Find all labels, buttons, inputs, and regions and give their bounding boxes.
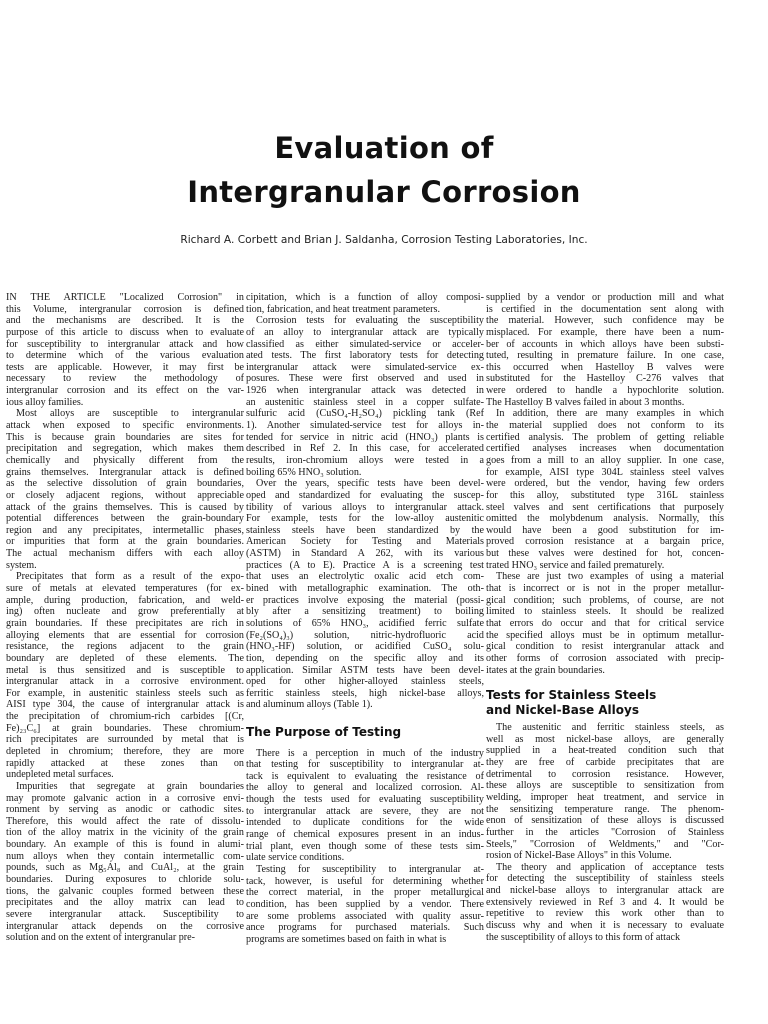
text-line: and nickel-base alloys to intergranular attack are (486, 885, 724, 897)
text-line: For example, tests for the low-alloy austenitic (246, 513, 484, 525)
title-line-2: Intergranular Corrosion (187, 175, 581, 209)
text-line: resistance, the regions adjacent to the grain (6, 641, 244, 653)
text-line: The Hastelloy B valves failed in about 3 months. (486, 396, 685, 408)
text-line: precipitates and the alloy matrix can lead to (6, 897, 244, 909)
text-line: an austenitic stainless steel in a copper sulfate- (246, 396, 484, 408)
text-line: substituted for the Hastelloy C-276 valves that (486, 373, 724, 385)
text-line: trated HNO₃ service and failed prematurely. (486, 559, 665, 571)
text-line: necessary to review the methodology of (6, 373, 244, 385)
text-line: alloying elements that are essential for corrosion (6, 629, 244, 641)
text-line: enon of sensitization of these alloys is discussed (486, 815, 724, 827)
text-line: proved corrosion resistance at a bargain price, (486, 536, 724, 548)
text-line: tions, the galvanic couples formed between these (6, 885, 244, 897)
text-line: for this alloy, substituted type 316L stainless (486, 489, 724, 501)
text-line: intergranular attack in a corrosive environment. (6, 676, 244, 688)
text-line: but these valves were destined for hot, concen- (486, 548, 724, 560)
text-line: would have been a good substitution for im- (486, 524, 724, 536)
text-line: system. (6, 559, 37, 571)
text-line: The austenitic and ferritic stainless steels, as (496, 722, 724, 734)
text-line: misplaced. For example, there have been a num- (486, 326, 724, 338)
text-line: discuss why and when it is necessary to evaluate (486, 920, 724, 932)
text-line: The actual mechanism differs with each alloy (6, 548, 244, 560)
text-line: depleted in chromium; therefore, they are more (6, 745, 244, 757)
text-line: (HNO₃-HF) solution, or acidified CuSO₄ solu- (246, 641, 484, 653)
text-line: to determine which of the various evaluation (6, 350, 244, 362)
text-line: (ASTM) in Standard A 262, with its various (246, 548, 484, 560)
text-line: application. Similar ASTM tests have been devel- (246, 664, 484, 676)
text-line: itates at the grain boundaries. (486, 664, 605, 676)
text-line: intergranular attack were simulated-service ex- (246, 361, 484, 373)
text-line: There is a perception in much of the industry (256, 747, 484, 759)
text-line: supplied by a vendor or production mill and what (486, 292, 724, 303)
text-line: Most alloys are susceptible to intergranular (16, 408, 244, 420)
column-2-text-b (246, 748, 484, 946)
text-line: pounds, such as Mg₅Al₈ and CuAl₂, at the grain (6, 862, 244, 874)
text-line: American Society for Testing and Materials (246, 536, 484, 548)
text-line: grain boundaries. If these precipitates are rich in (6, 617, 244, 629)
text-line: ferritic stainless steels, high nickel-base alloys, (246, 687, 484, 699)
heading-line-2: and Nickel-Base Alloys (486, 702, 639, 717)
text-line: for detecting the susceptibility of stainless steels (486, 873, 724, 885)
column-3-text-a (486, 292, 724, 676)
text-line: ious alloy families. (6, 396, 84, 408)
text-line: tibility of various alloys to intergranular attack. (246, 501, 484, 513)
section-heading-purpose-of-testing: The Purpose of Testing (246, 725, 402, 740)
text-line: boundary. An example of this is found in alumi- (6, 839, 244, 851)
text-line: Testing for susceptibility to intergranular at- (256, 863, 484, 875)
text-line: posures. These were first observed and used in (246, 373, 484, 385)
text-line: Steels," "Corrosion of Weldments," and "Cor- (486, 838, 724, 850)
text-line: rapidly attacked at these zones than on (6, 757, 244, 769)
text-line: attack of the grains themselves. This is caused by (6, 501, 244, 513)
text-line: and the mechanisms are described. It is the (6, 315, 244, 327)
text-line: further in the articles "Corrosion of Stainless (486, 826, 724, 838)
text-line: (Fe₂(SO₄)₃) solution, nitric-hydrofluoric acid (246, 629, 484, 641)
text-line: tended for service in nitric acid (HNO₃) plants is (246, 431, 484, 443)
text-line: severe intergranular attack. Susceptibility to (6, 908, 244, 920)
text-line: rich precipitates are surrounded by metal that is (6, 734, 244, 746)
text-line: These are just two examples of using a material (496, 571, 724, 583)
text-line: or closely adjacent regions, without appreciable (6, 489, 244, 501)
text-line: AISI type 304, the cause of intergranular attack is (6, 699, 244, 711)
text-line: sure of metals at elevated temperatures (for ex- (6, 583, 244, 595)
text-line: steel valves and sent certifications that purposely (486, 501, 724, 513)
text-line: for susceptibility to intergranular attack and how (6, 338, 244, 350)
text-line: described in Ref 2. In this case, for accelerated (246, 443, 484, 455)
text-line: the specified alloys must be in optimum metallur- (486, 629, 724, 641)
text-line: they are free of carbide precipitates that are (486, 757, 724, 769)
text-line: rosion of Nickel-Base Alloys" in this Volume. (486, 850, 672, 862)
text-line: the susceptibility of alloys to this form of attack (486, 931, 681, 943)
text-line: tion of the alloy matrix in the vicinity of the grain (6, 827, 244, 839)
text-line: other forms of corrosion associated with precip- (486, 652, 724, 664)
text-line: these alloys are susceptible to sensitization from (486, 780, 724, 792)
text-line: for example, AISI type 304L stainless steel valves (486, 466, 724, 478)
text-line: the material supplied does not conform to its (486, 420, 724, 432)
text-line: boundaries. During exposures to chloride solu- (6, 874, 244, 886)
section-heading-tests-stainless-nickel (486, 688, 724, 717)
text-line: Corrosion tests for evaluating the susceptibility (256, 315, 484, 327)
text-line: tuted, resulting in premature failure. In one case, (486, 350, 724, 362)
text-line: gical condition; such problems, of course, are not (486, 594, 724, 606)
text-line: extensively reviewed in Ref 3 and 4. It would be (486, 896, 724, 908)
column-3 (486, 292, 724, 943)
text-line: goes from a mill to an alloy supplier. In one case, (486, 454, 724, 466)
text-line: or impurities that form at the grain boundaries. (6, 536, 244, 548)
text-line: cipitation, which is a function of alloy composi- (246, 292, 484, 303)
text-line: results, iron-chromium alloys were tested in a (246, 454, 484, 466)
text-line: 1). Another simulated-service test for alloys in- (246, 420, 484, 432)
text-line: bly after a sensitizing treatment) to boiling (246, 606, 484, 618)
text-line: metal is thus sensitized and is susceptible to (6, 664, 244, 676)
text-line: ing) often nucleate and grow preferentially at (6, 606, 244, 618)
text-line: is certified in the documentation sent along with (486, 303, 724, 315)
column-1 (6, 292, 244, 944)
text-line: ance programs for purchased materials. Such (246, 922, 484, 934)
text-line: region and any precipitates, intermetallic phases, (6, 524, 244, 536)
text-line: to intergranular attack are severe, they are not (246, 805, 484, 817)
text-line: ber of accounts in which alloys have been substi- (486, 338, 724, 350)
text-line: the precipitation of chromium-rich carbides [(Cr, (6, 711, 244, 723)
heading-line-1: Tests for Stainless Steels (486, 688, 657, 703)
text-line: that testing for susceptibility to intergranular at- (246, 759, 484, 771)
text-line: boiling 65% HNO₃ solution. (246, 466, 362, 478)
text-line: intergranular attack depends on the corrosive (6, 920, 244, 932)
text-line: bined with metallographic examination. The oth- (246, 583, 484, 595)
text-line: condition, has been supplied by a vendor. There (246, 898, 484, 910)
column-2 (246, 292, 484, 945)
text-line: 1926 when intergranular attack was detected in (246, 385, 484, 397)
text-line: may promote galvanic action in a corrosive envi- (6, 792, 244, 804)
text-line: er practices involve exposing the material (possi- (246, 594, 484, 606)
text-line: intergranular corrosion and its effect on the var- (6, 385, 244, 397)
text-line: potential differences between the grain-boundary (6, 513, 244, 525)
text-line: well as most nickel-base alloys, are generally (486, 733, 724, 745)
text-line: oped for other higher-alloyed stainless steels, (246, 676, 484, 688)
text-line: grains themselves. Intergranular attack is defined (6, 466, 244, 478)
text-line: purpose of this article to discuss when to evaluate (6, 326, 244, 338)
text-line: gical condition to resist intergranular attack and (486, 641, 724, 653)
text-line: Therefore, this would affect the rate of dissolu- (6, 815, 244, 827)
text-line: though the tests used for evaluating susceptibility (246, 794, 484, 806)
text-line: IN THE ARTICLE "Localized Corrosion" in (6, 292, 244, 303)
text-line: tion, fabrication, and heat treatment parameters. (246, 303, 440, 315)
text-line: that uses an electrolytic oxalic acid etch com- (246, 571, 484, 583)
text-line: certified analyses increases when documentation (486, 443, 724, 455)
text-line: stainless steels have been standardized by the (246, 524, 484, 536)
text-line: This is because grain boundaries are sites for (6, 431, 244, 443)
text-line: In addition, there are many examples in which (496, 408, 724, 420)
text-line: tack, however, is useful for determining whether (246, 875, 484, 887)
text-line: programs are sometimes based on faith in what is (246, 933, 447, 945)
text-line: were ordered to handle a hypochlorite solution. (486, 385, 724, 397)
text-line: Impurities that segregate at grain boundaries (16, 780, 244, 792)
text-line: this Volume, intergranular corrosion is defined (6, 303, 244, 315)
article-title (0, 126, 768, 214)
text-line: tests are applicable. However, it may first be (6, 361, 244, 373)
text-line: precipitation and segregation, which makes them (6, 443, 244, 455)
text-line: repetitive to review this work other than to (486, 908, 724, 920)
text-line: certified analysis. The problem of getting reliable (486, 431, 724, 443)
text-line: limited to stainless steels. It should be realized (486, 606, 724, 618)
text-line: boundary are depleted of these elements. The (6, 652, 244, 664)
text-line: num alloys when they contain intermetallic com- (6, 850, 244, 862)
text-line: are some problems associated with quality assur- (246, 910, 484, 922)
text-line: welding, improper heat treatment, and service in (486, 791, 724, 803)
text-line: sulfuric acid (CuSO₄-H₂SO₄) pickling tank (Ref (246, 408, 484, 420)
column-3-text-b (486, 722, 724, 943)
text-line: chemically and physically different from the (6, 454, 244, 466)
text-line: were ordered, but the vendor, having few orders (486, 478, 724, 490)
text-line: Fe)₂₃C₆] at grain boundaries. These chromium- (6, 722, 244, 734)
text-line: classified as either simulated-service or acceler- (246, 338, 484, 350)
text-line: oped and standardized for evaluating the suscep- (246, 489, 484, 501)
text-line: For example, in austenitic stainless steels such as (6, 687, 244, 699)
text-line: supplied in a heat-treated condition such that (486, 745, 724, 757)
text-line: solutions of 65% HNO₃, acidified ferric sulfate (246, 617, 484, 629)
text-line: undepleted metal surfaces. (6, 769, 114, 781)
text-line: ulate service conditions. (246, 852, 345, 864)
text-line: the material. However, such confidence may be (486, 315, 724, 327)
text-line: that is incorrect or is not in the proper metallur- (486, 583, 724, 595)
text-line: that errors do occur and that for critical service (486, 617, 724, 629)
text-line: the sensitizing temperature range. The phenom- (486, 803, 724, 815)
text-line: as the selective dissolution of grain boundaries, (6, 478, 244, 490)
text-line: practices (A to E). Practice A is a screening test (246, 559, 484, 571)
text-line: detrimental to corrosion resistance. However, (486, 768, 724, 780)
text-line: ated tests. The first laboratory tests for detecting (246, 350, 484, 362)
text-line: The theory and application of acceptance tests (496, 861, 724, 873)
text-line: the alloy to general and localized corrosion. Al- (246, 782, 484, 794)
text-line: this occurred when Hastelloy B valves were (486, 361, 724, 373)
text-line: attack when exposed to specific environments. (6, 420, 244, 432)
title-line-1: Evaluation of (274, 131, 494, 165)
text-line: tion, depending on the specific alloy and its (246, 652, 484, 664)
text-line: tack is equivalent to evaluating the resistance of (246, 770, 484, 782)
author-byline: Richard A. Corbett and Brian J. Saldanha, Corrosion Testing Laboratories, Inc. (180, 234, 588, 246)
text-line: Precipitates that form as a result of the expo- (16, 571, 244, 583)
text-line: solution and on the extent of intergranular pre- (6, 932, 196, 944)
text-line: trial plant, even though some of these tests sim- (246, 840, 484, 852)
text-line: omitted the molybdenum analysis. Normally, this (486, 513, 724, 525)
text-line: of an alloy to intergranular attack are typically (246, 326, 484, 338)
column-2-text-a (246, 292, 484, 711)
text-line: ample, during production, fabrication, and weld- (6, 594, 244, 606)
text-line: intended to duplicate conditions for the wide (246, 817, 484, 829)
text-line: ronment by serving as anodic or cathodic sites. (6, 804, 244, 816)
text-line: the correct material, in the proper metallurgical (246, 887, 484, 899)
text-line: range of chemical exposures present in an indus- (246, 829, 484, 841)
text-line: Over the years, specific tests have been devel- (256, 478, 484, 490)
text-line: and aluminum alloys (Table 1). (246, 699, 373, 711)
